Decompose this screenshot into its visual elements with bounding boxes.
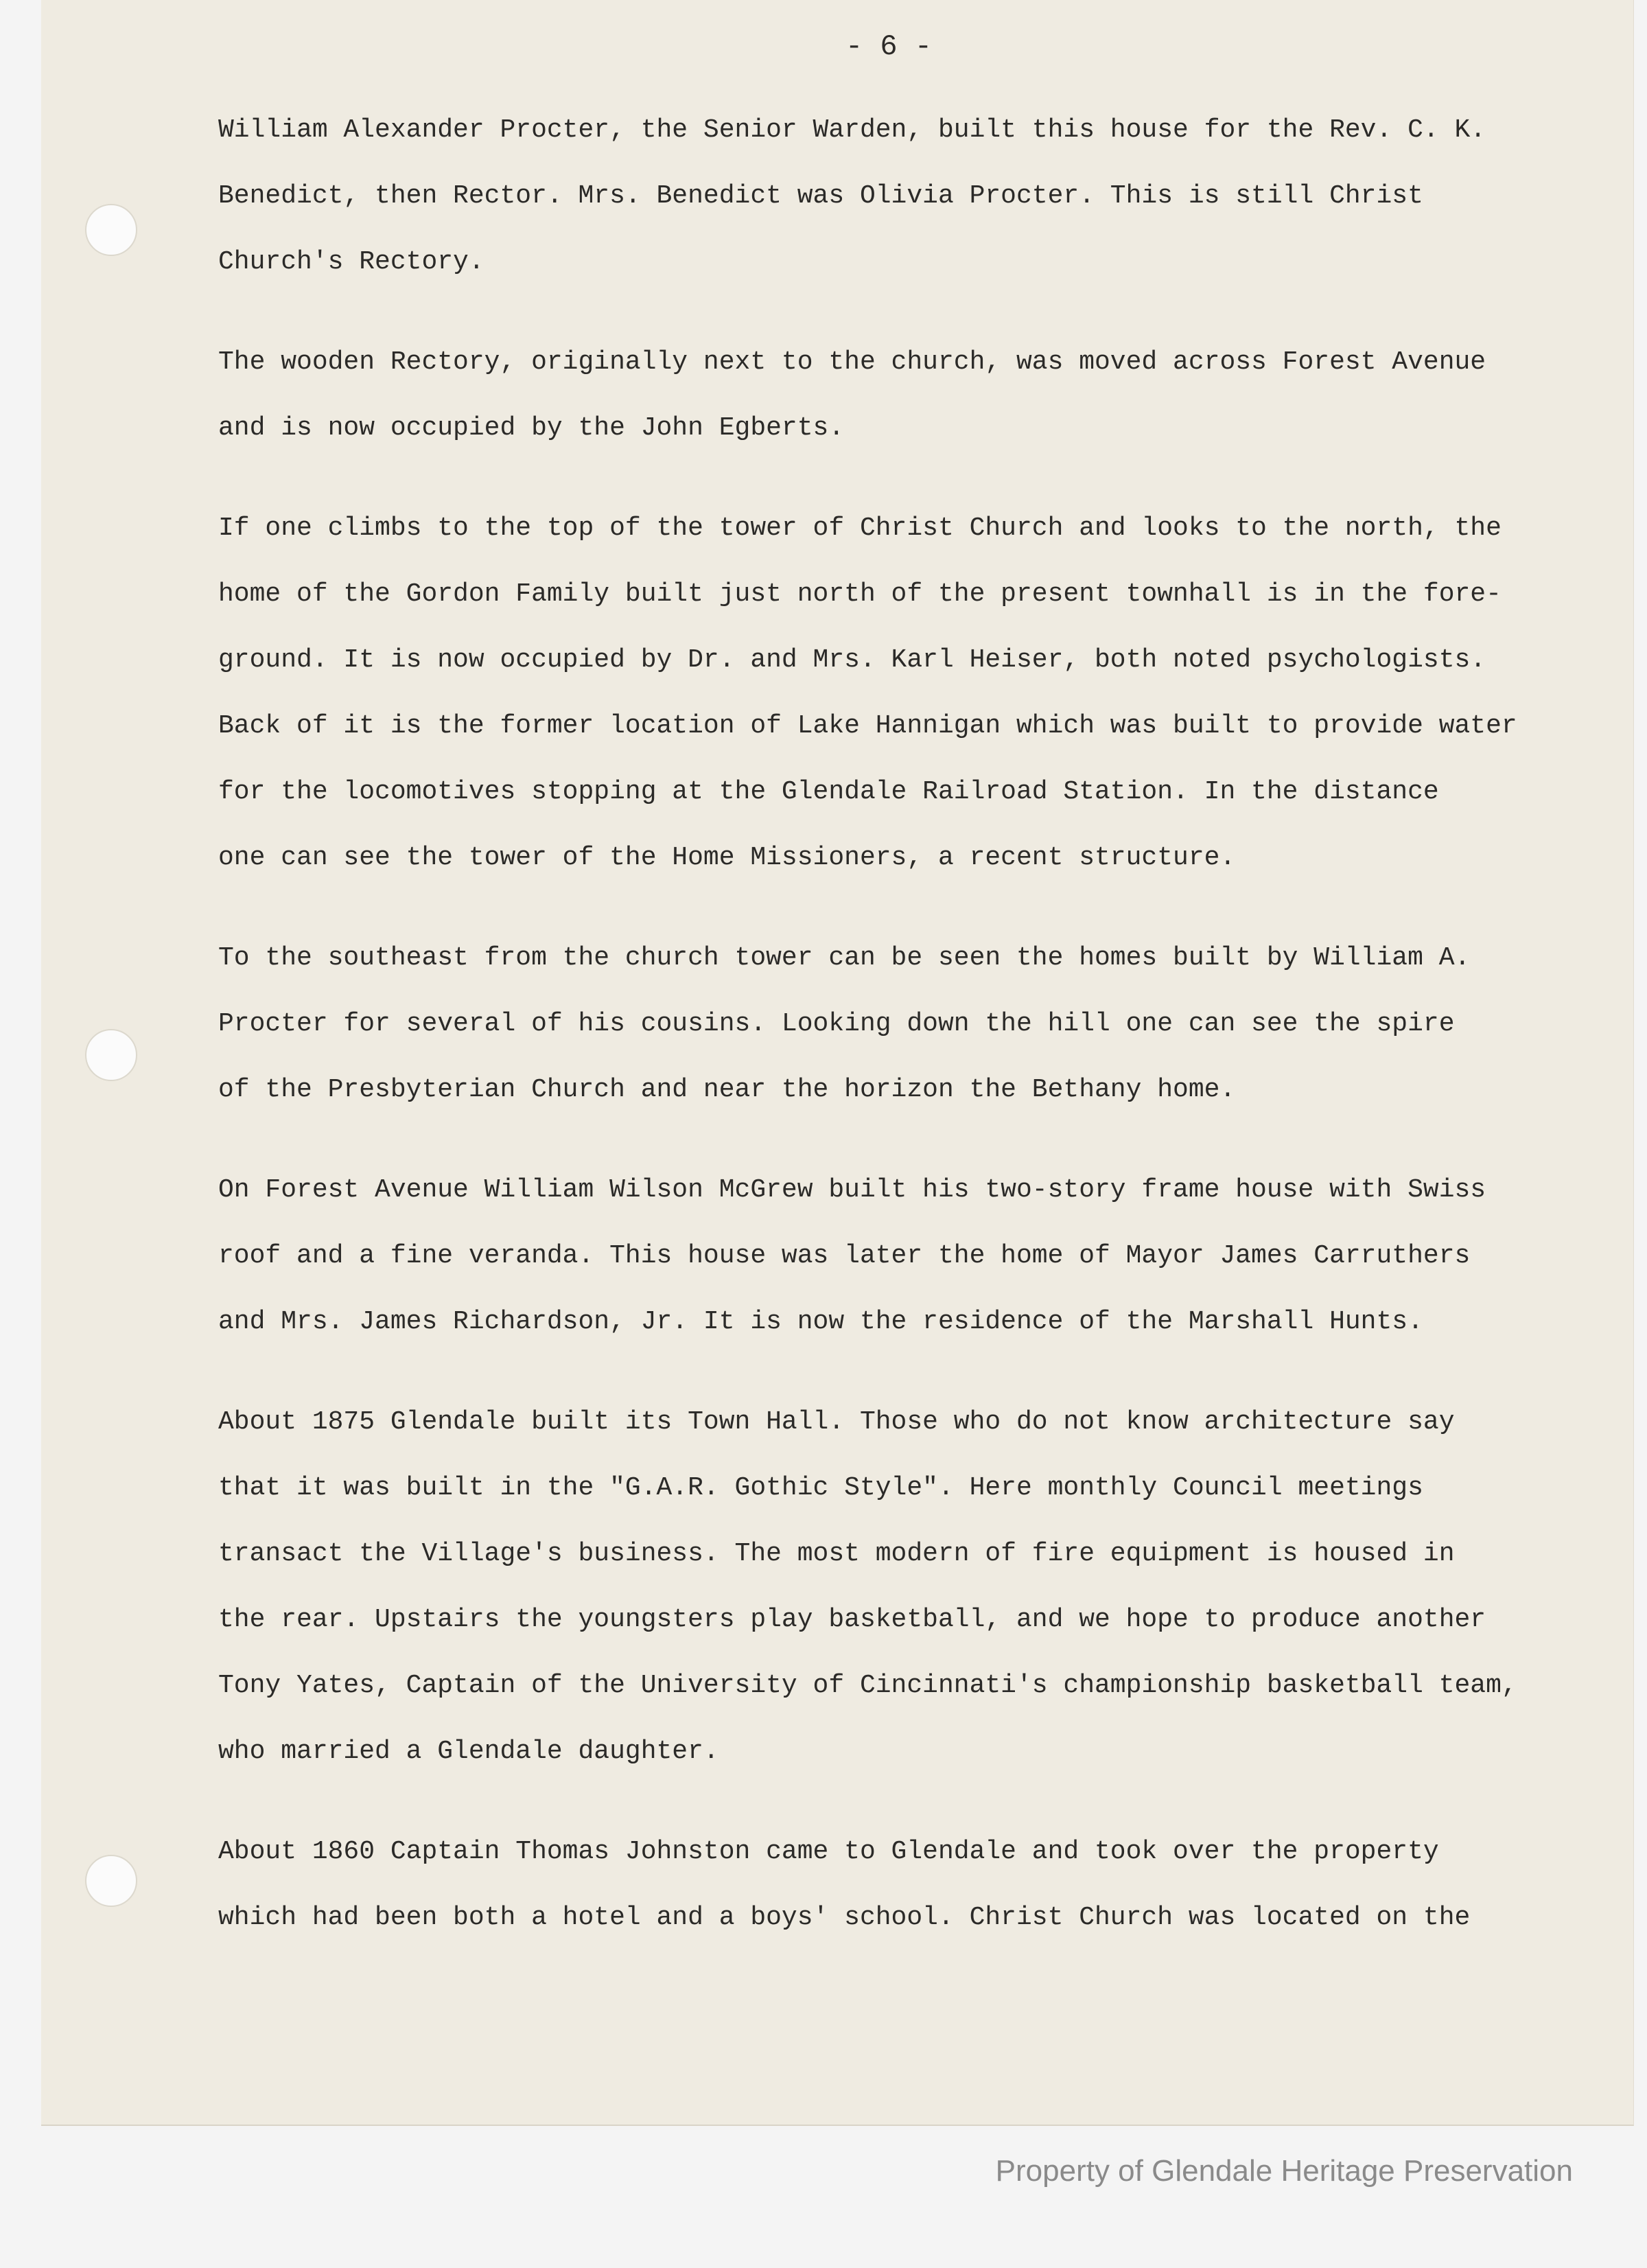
paragraph bbox=[218, 1831, 1591, 1963]
text-line: The wooden Rectory, originally next to the church, was moved across Forest Avenue bbox=[218, 347, 1486, 377]
punch-hole-middle bbox=[85, 1029, 137, 1081]
text-line: If one climbs to the top of the tower of Christ Church and looks to the north, the bbox=[218, 513, 1502, 543]
text-line: one can see the tower of the Home Missioners, a recent structure. bbox=[218, 843, 1236, 872]
text-line: Procter for several of his cousins. Looking down the hill one can see the spire bbox=[218, 1009, 1455, 1039]
text-line: ground. It is now occupied by Dr. and Mrs. Karl Heiser, both noted psychologists. bbox=[218, 645, 1486, 675]
text-line: Benedict, then Rector. Mrs. Benedict was Olivia Procter. This is still Christ bbox=[218, 181, 1423, 211]
text-line: who married a Glendale daughter. bbox=[218, 1737, 719, 1766]
text-line: and Mrs. James Richardson, Jr. It is now the residence of the Marshall Hunts. bbox=[218, 1307, 1423, 1336]
paragraph bbox=[218, 110, 1591, 308]
paragraph bbox=[218, 342, 1591, 474]
text-line: and is now occupied by the John Egberts. bbox=[218, 413, 845, 443]
text-line: that it was built in the "G.A.R. Gothic Style". Here monthly Council meetings bbox=[218, 1473, 1423, 1503]
text-line: About 1875 Glendale built its Town Hall. Those who do not know architecture say bbox=[218, 1407, 1455, 1437]
text-line: transact the Village's business. The most modern of fire equipment is housed in bbox=[218, 1539, 1455, 1569]
paragraph bbox=[218, 508, 1591, 903]
text-line: roof and a fine veranda. This house was later the home of Mayor James Carruthers bbox=[218, 1241, 1471, 1271]
punch-hole-top bbox=[85, 204, 137, 256]
text-line: home of the Gordon Family built just north of the present townhall is in the fore- bbox=[218, 579, 1502, 609]
text-line: William Alexander Procter, the Senior Warden, built this house for the Rev. C. K. bbox=[218, 115, 1486, 145]
text-line: of the Presbyterian Church and near the horizon the Bethany home. bbox=[218, 1075, 1236, 1104]
text-line: Back of it is the former location of Lake Hannigan which was built to provide water bbox=[218, 711, 1517, 741]
text-line: for the locomotives stopping at the Glendale Railroad Station. In the distance bbox=[218, 777, 1439, 807]
text-line: the rear. Upstairs the youngsters play basketball, and we hope to produce another bbox=[218, 1605, 1486, 1634]
page-number: - 6 - bbox=[845, 30, 933, 63]
text-line: To the southeast from the church tower can be seen the homes built by William A. bbox=[218, 943, 1471, 973]
text-line: On Forest Avenue William Wilson McGrew built his two-story frame house with Swiss bbox=[218, 1175, 1486, 1205]
paragraph bbox=[218, 1402, 1591, 1797]
punch-hole-bottom bbox=[85, 1855, 137, 1907]
text-line: Tony Yates, Captain of the University of Cincinnati's championship basketball team, bbox=[218, 1671, 1517, 1700]
watermark-text: Property of Glendale Heritage Preservation bbox=[995, 2154, 1573, 2188]
text-line: Church's Rectory. bbox=[218, 247, 484, 277]
paragraph bbox=[218, 1170, 1591, 1367]
text-line: which had been both a hotel and a boys' school. Christ Church was located on the bbox=[218, 1903, 1471, 1932]
text-line: About 1860 Captain Thomas Johnston came to Glendale and took over the property bbox=[218, 1837, 1439, 1866]
paragraph bbox=[218, 938, 1591, 1135]
typed-text-body bbox=[218, 110, 1591, 1998]
